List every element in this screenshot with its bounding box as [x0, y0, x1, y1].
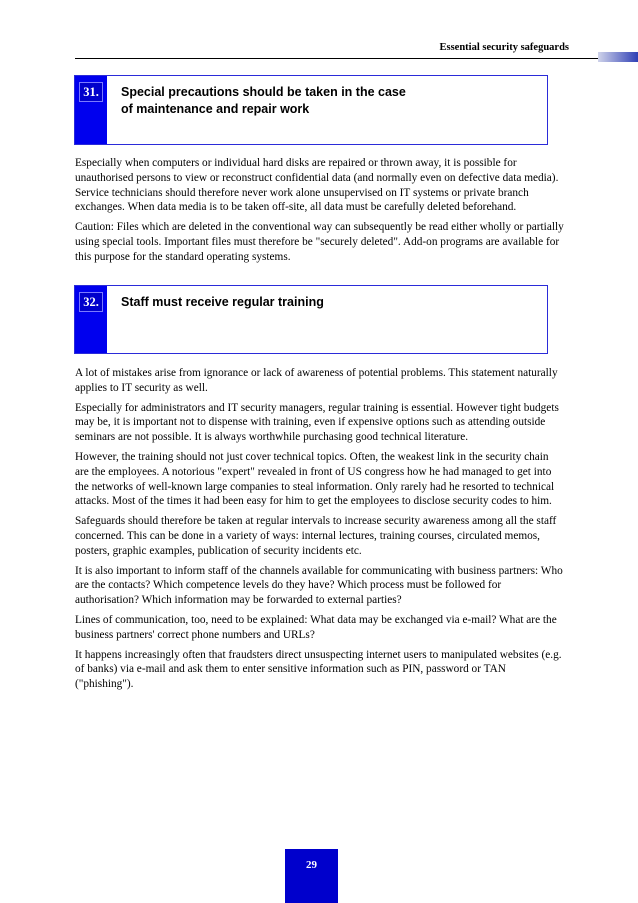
- section-32-paragraph: It is also important to inform staff of the channels available for communicating with business partners: Who are the contacts? Which competence levels do they have? Which process must be followed for authorisation? Which information may be forwarded to external parties?: [75, 564, 563, 607]
- section-32-heading-box: [74, 285, 548, 354]
- section-31-paragraph: Especially when computers or individual hard disks are repaired or thrown away, it is possible for unauthorised persons to view or reconstruct confidential data (and normally even on defective data media). Service technicians should therefore never work alone unsupervised on IT systems or private branch exchanges. When data media is to be taken off-site, all data must be carefully deleted beforehand.: [75, 157, 559, 214]
- header-accent-bar: [598, 52, 638, 62]
- section-32-paragraph: A lot of mistakes arise from ignorance or lack of awareness of potential problems. This statement naturally applies to IT security as well.: [75, 367, 558, 394]
- section-32-paragraph: Safeguards should therefore be taken at regular intervals to increase security awareness among all the staff concerned. This can be done in a variety of ways: internal lectures, training courses, circulated memos, posters, graphic examples, publication of security incidents etc.: [75, 515, 557, 557]
- header-title: Essential security safeguards: [439, 42, 569, 53]
- section-31-title-line2: of maintenance and repair work: [121, 102, 310, 116]
- section-32-paragraph: It happens increasingly often that fraudsters direct unsuspecting internet users to manipulated websites (e.g. of banks) via e-mail and ask them to enter sensitive information such as PIN, password or TAN ("phishing").: [75, 648, 562, 691]
- section-32-title: [121, 294, 537, 311]
- section-31-heading-box: [74, 75, 548, 145]
- section-32-number: 32.: [79, 292, 103, 312]
- section-31-title: [121, 84, 537, 118]
- page-number: 29: [306, 859, 317, 871]
- section-31-paragraph: Caution: Files which are deleted in the conventional way can subsequently be read either wholly or partially using special tools. Important files must therefore be "securely deleted". Add-on programs are available for this purpose for the standard operating systems.: [75, 221, 564, 263]
- section-32-paragraph: Lines of communication, too, need to be explained: What data may be exchanged via e-mail? What are the business partners' correct phone numbers and URLs?: [75, 613, 557, 641]
- section-32-paragraph: Especially for administrators and IT security managers, regular training is essential. However tight budgets may be, it is important not to dispense with training, even if expensive options such as attending outside seminars are not possible. It is always worthwhile purchasing good technical literature.: [75, 401, 559, 444]
- section-31-title-line1: Special precautions should be taken in the case: [121, 85, 406, 99]
- section-31-body: [75, 156, 565, 270]
- section-31-number: 31.: [79, 82, 103, 102]
- header-rule: [75, 58, 638, 59]
- section-32-title-line1: Staff must receive regular training: [121, 295, 324, 309]
- section-32-body: [75, 366, 565, 697]
- section-32-paragraph: However, the training should not just cover technical topics. Often, the weakest link in the security chain are the employees. A notorious "expert" revealed in front of US congress how he had managed to get into the networks of well-known large companies to steal information. Only rarely had he resorted to technical attacks. Most of the times it had been easy for him to get the employees to disclose security codes to him.: [75, 450, 555, 508]
- page-number-box: [285, 849, 338, 903]
